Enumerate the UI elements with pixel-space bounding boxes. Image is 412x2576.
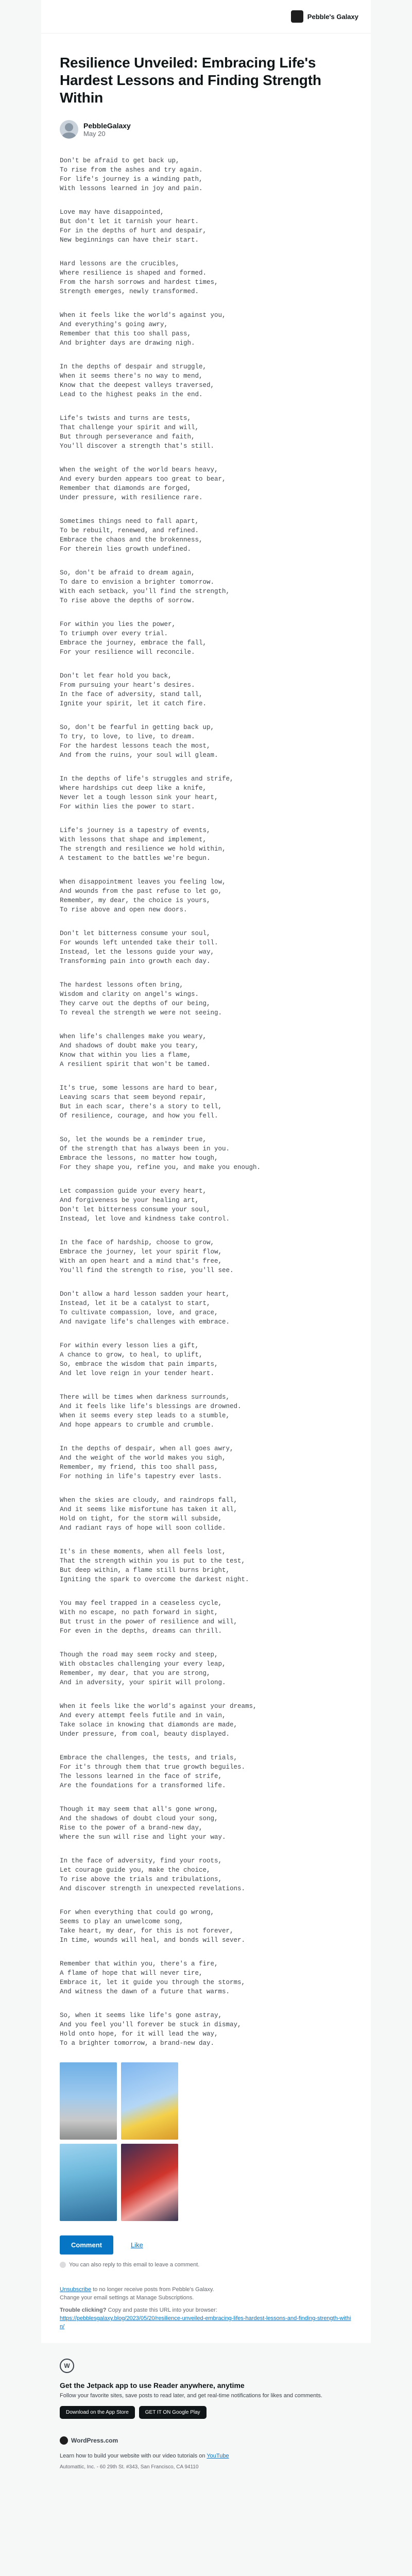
like-link[interactable]: Like [130, 2241, 143, 2249]
poem-line: And discover strength in unexpected revelations. [60, 1885, 246, 1892]
stanza [60, 1238, 352, 1275]
reply-note [60, 2262, 352, 2268]
wpcom-icon [60, 2436, 68, 2445]
stanza [60, 208, 352, 245]
poem-line: For when everything that could go wrong, [60, 1909, 215, 1916]
poem-line: For nothing in life's tapestry ever lasts. [60, 1473, 222, 1480]
poem-line: To a brighter tomorrow, a brand-new day. [60, 2040, 215, 2047]
promo-title: Get the Jetpack app to use Reader anywhere, anytime [60, 2381, 245, 2389]
author-name[interactable]: PebbleGalaxy [83, 121, 131, 130]
poem-line: Where the sun will rise and light your way. [60, 1834, 226, 1841]
poem-line: For within you lies the power, [60, 621, 176, 628]
wordpress-logo-icon: W [60, 2359, 74, 2373]
poem-line: But in each scar, there's a story to tell, [60, 1103, 222, 1110]
app-store-button[interactable]: Download on the App Store [60, 2406, 135, 2419]
stanza [60, 620, 352, 657]
poem-line: For wounds left untended take their toll. [60, 939, 218, 946]
poem-line: To dare to envision a brighter tomorrow. [60, 579, 215, 586]
info-icon [60, 2262, 66, 2268]
poem-line: When it feels like the world's against your dreams, [60, 1703, 257, 1710]
poem-line: Rise to the power of a brand-new day, [60, 1824, 203, 1832]
poem-line: Where resilience is shaped and formed. [60, 269, 207, 277]
poem-line: Embrace the lessons, no matter how tough, [60, 1155, 218, 1162]
stanza [60, 311, 352, 348]
stanza [60, 568, 352, 605]
stanza [60, 362, 352, 399]
post-content [41, 33, 371, 2343]
poem-line: Of the strength that has always been in you. [60, 1145, 230, 1153]
poem-line: To rise above the trials and tribulations, [60, 1876, 222, 1883]
stanza [60, 1959, 352, 1996]
poem-line: With lessons that shape and implement, [60, 836, 207, 843]
poem-line: And from the ruins, your soul will gleam. [60, 752, 218, 759]
poem-line: With obstacles challenging your every leap, [60, 1660, 226, 1668]
stanza [60, 1444, 352, 1481]
poem-line: For they shape you, refine you, and make you enough. [60, 1164, 261, 1171]
poem-line: Life's twists and turns are tests, [60, 415, 192, 422]
poem-line: With each setback, you'll find the strength, [60, 588, 230, 595]
poem-line: Never let a tough lesson sink your heart, [60, 794, 218, 801]
poem-line: From pursuing your heart's desires. [60, 682, 195, 689]
email-frame [41, 0, 371, 2494]
poem-line: In the face of hardship, choose to grow, [60, 1239, 215, 1246]
poem-line: A resilient spirit that won't be tamed. [60, 1061, 211, 1068]
poem-line: For it's through them that true growth beguiles. [60, 1764, 246, 1771]
poem-line: Instead, let love and kindness take control. [60, 1215, 230, 1223]
stanza [60, 259, 352, 296]
poem-line: When it seems there's no way to mend, [60, 372, 203, 380]
jetpack-promo [41, 2343, 371, 2494]
poem-line: But don't let it tarnish your heart. [60, 218, 199, 225]
poem-line: Don't let bitterness consume your soul, [60, 930, 211, 937]
stanza [60, 980, 352, 1018]
email-footer [60, 2285, 352, 2331]
wpcom-brand[interactable] [60, 2436, 352, 2445]
stanza [60, 1599, 352, 1636]
poem-line: But deep within, a flame still burns bright, [60, 1567, 230, 1574]
poem-body [60, 156, 352, 2048]
stanza [60, 826, 352, 863]
poem-line: Remember that diamonds are forged, [60, 485, 192, 492]
poem-line: When disappointment leaves you feeling low, [60, 878, 226, 886]
poem-line: To rise from the ashes and try again. [60, 166, 203, 174]
poem-line: For within every lesson lies a gift, [60, 1342, 199, 1349]
stanza [60, 1341, 352, 1378]
poem-line: Seems to play an unwelcome song, [60, 1918, 184, 1925]
learn-text: Learn how to build your website with our video tutorials on [60, 2453, 207, 2459]
poem-line: When the weight of the world bears heavy, [60, 466, 218, 473]
site-icon [291, 10, 303, 23]
poem-line: In time, wounds will heal, and bonds will sever. [60, 1937, 246, 1944]
poem-line: Sometimes things need to fall apart, [60, 518, 199, 525]
poem-line: From the harsh sorrows and hardest times, [60, 279, 218, 286]
poem-line: Instead, let the lessons guide your way, [60, 948, 215, 956]
poem-line: Don't let fear hold you back, [60, 672, 172, 680]
poem-line: Love may have disappointed, [60, 209, 164, 216]
poem-line: Remember, my friend, this too shall pass, [60, 1464, 218, 1471]
stanza [60, 1135, 352, 1172]
stanza [60, 1805, 352, 1842]
google-play-button[interactable]: GET IT ON Google Play [139, 2406, 207, 2419]
trouble-label: Trouble clicking? [60, 2307, 107, 2313]
poem-line: It's true, some lessons are hard to bear, [60, 1084, 218, 1092]
poem-line: And shadows of doubt make you teary, [60, 1042, 199, 1049]
gallery-image-4[interactable] [121, 2144, 178, 2221]
poem-line: So, don't be fearful in getting back up, [60, 724, 215, 731]
poem-line: But through perseverance and faith, [60, 433, 195, 440]
site-link[interactable] [291, 10, 358, 23]
stanza [60, 1083, 352, 1121]
comment-button[interactable]: Comment [60, 2235, 113, 2255]
poem-line: With an open heart and a mind that's free, [60, 1258, 222, 1265]
poem-line: New beginnings can have their start. [60, 236, 199, 244]
poem-line: And the weight of the world makes you sigh, [60, 1454, 226, 1462]
poem-line: For your resilience will reconcile. [60, 649, 195, 656]
poem-line: And hope appears to crumble and crumble. [60, 1421, 215, 1429]
stanza [60, 517, 352, 554]
poem-line: It's in these moments, when all feels lost, [60, 1548, 226, 1555]
stanza [60, 1290, 352, 1327]
store-buttons [60, 2406, 352, 2419]
stanza [60, 774, 352, 811]
poem-line: In the depths of life's struggles and strife, [60, 775, 234, 783]
poem-line: And in adversity, your spirit will prolong. [60, 1679, 226, 1686]
stanza [60, 1908, 352, 1945]
avatar[interactable] [60, 120, 78, 139]
stanza [60, 1393, 352, 1430]
poem-line: To rise above the depths of sorrow. [60, 597, 195, 604]
poem-line: Life's journey is a tapestry of events, [60, 827, 211, 834]
image-gallery [60, 2062, 178, 2221]
poem-line: Take heart, my dear, for this is not forever, [60, 1927, 234, 1935]
poem-line: Under pressure, with resilience rare. [60, 494, 203, 501]
poem-line: But trust in the power of resilience and will, [60, 1618, 238, 1625]
poem-line: You'll find the strength to rise, you'll see. [60, 1267, 234, 1274]
gallery-image-2[interactable] [121, 2062, 178, 2140]
stanza [60, 1496, 352, 1533]
poem-line: Wisdom and clarity on angel's wings. [60, 991, 199, 998]
poem-line: Don't allow a hard lesson sadden your heart, [60, 1291, 230, 1298]
poem-line: For even in the depths, dreams can thrill. [60, 1628, 222, 1635]
poem-line: When it feels like the world's against you, [60, 312, 226, 319]
poem-line: You'll discover a strength that's still. [60, 443, 215, 450]
poem-line: For life's journey is a winding path, [60, 176, 203, 183]
poem-line: When it seems every step leads to a stumble, [60, 1412, 230, 1419]
action-row [60, 2235, 352, 2255]
stanza [60, 1650, 352, 1687]
stanza [60, 2011, 352, 2048]
poem-line: And everything's going awry, [60, 321, 168, 328]
poem-line: Though it may seem that all's gone wrong, [60, 1806, 218, 1813]
poem-line: Igniting the spark to overcome the darkest night. [60, 1576, 249, 1583]
poem-line: Strength emerges, newly transformed. [60, 288, 199, 295]
poem-line: Remember, my dear, the choice is yours, [60, 897, 211, 904]
site-name: Pebble's Galaxy [307, 12, 358, 21]
unsubscribe-link[interactable]: Unsubscribe [60, 2286, 92, 2293]
poem-line: Don't be afraid to get back up, [60, 157, 180, 164]
poem-line: Hold on tight, for the storm will subside, [60, 1515, 222, 1522]
poem-line: They carve out the depths of our being, [60, 1000, 211, 1007]
poem-line: When the skies are cloudy, and raindrops fall, [60, 1497, 238, 1504]
promo-subtitle: Follow your favorite sites, save posts to read later, and get real-time notifications for likes and comments. [60, 2393, 322, 2399]
poem-line: Let courage guide you, make the choice, [60, 1867, 211, 1874]
poem-line: And it seems like misfortune has taken it all, [60, 1506, 238, 1513]
poem-line: With lessons learned in joy and pain. [60, 185, 203, 192]
stanza [60, 1187, 352, 1224]
poem-line: Of resilience, courage, and how you fell. [60, 1112, 218, 1120]
header-bar [41, 0, 371, 33]
poem-line: To reveal the strength we were not seeing. [60, 1009, 222, 1016]
poem-line: Embrace the journey, embrace the fall, [60, 639, 207, 647]
poem-line: For within lies the power to start. [60, 803, 195, 810]
poem-line: In the face of adversity, stand tall, [60, 691, 203, 698]
stanza [60, 671, 352, 708]
stanza [60, 929, 352, 966]
poem-line: To triumph over every trial. [60, 630, 168, 637]
poem-line: Embrace it, let it guide you through the storms, [60, 1979, 246, 1986]
stanza [60, 1702, 352, 1739]
post-title[interactable]: Resilience Unveiled: Embracing Life's Hardest Lessons and Finding Strength Within [60, 55, 321, 106]
stanza [60, 723, 352, 760]
poem-line: Lead to the highest peaks in the end. [60, 391, 203, 398]
poem-line: There will be times when darkness surrounds, [60, 1394, 230, 1401]
poem-line: And let love reign in your tender heart. [60, 1370, 215, 1377]
poem-line: To try, to love, to live, to dream. [60, 733, 195, 740]
poem-line: And you feel you'll forever be stuck in dismay, [60, 2021, 242, 2028]
poem-line: And every burden appears too great to bear, [60, 476, 226, 483]
stanza [60, 1032, 352, 1069]
poem-line: Embrace the challenges, the tests, and trials, [60, 1754, 238, 1761]
poem-line: Under pressure, from coal, beauty displayed. [60, 1731, 230, 1738]
poem-line: The hardest lessons often bring, [60, 981, 184, 989]
poem-line: So, embrace the wisdom that pain imparts, [60, 1361, 218, 1368]
poem-line: With no escape, no path forward in sight, [60, 1609, 218, 1616]
poem-line: And the shadows of doubt cloud your song, [60, 1815, 218, 1822]
reply-note-text: You can also reply to this email to leave a comment. [69, 2262, 200, 2268]
poem-line: Let compassion guide your every heart, [60, 1188, 207, 1195]
poem-line: Though the road may seem rocky and steep, [60, 1651, 218, 1658]
poem-line: To be rebuilt, renewed, and refined. [60, 527, 199, 534]
poem-line: You may feel trapped in a ceaseless cycle, [60, 1600, 222, 1607]
poem-line: A chance to grow, to heal, to uplift, [60, 1351, 203, 1359]
gallery-image-1[interactable] [60, 2062, 117, 2140]
poem-line: Leaving scars that seem beyond repair, [60, 1094, 207, 1101]
poem-line: And brighter days are drawing nigh. [60, 340, 195, 347]
stanza [60, 465, 352, 502]
poem-line: A testament to the battles we're begun. [60, 855, 211, 862]
poem-line: For in the depths of hurt and despair, [60, 227, 207, 234]
poem-line: Instead, let it be a catalyst to start, [60, 1300, 211, 1307]
youtube-link[interactable]: YouTube [207, 2453, 229, 2459]
poem-line: And wounds from the past refuse to let go, [60, 888, 222, 895]
poem-line: And witness the dawn of a future that warms. [60, 1988, 230, 1995]
poem-line: In the depths of despair, when all goes awry, [60, 1445, 234, 1452]
poem-line: Embrace the chaos and the brokenness, [60, 536, 203, 544]
poem-line: To cultivate compassion, love, and grace, [60, 1309, 218, 1316]
poem-line: Are the foundations for a transformed life. [60, 1782, 226, 1789]
poem-line: Remember that within you, there's a fire, [60, 1960, 218, 1968]
poem-line: The lessons learned in the face of strife, [60, 1773, 222, 1780]
poem-line: And it feels like life's blessings are drowned. [60, 1403, 242, 1410]
gallery-image-3[interactable] [60, 2144, 117, 2221]
stanza [60, 1753, 352, 1790]
poem-line: Hard lessons are the crucibles, [60, 260, 180, 267]
poem-line: That the strength within you is put to the test, [60, 1557, 246, 1565]
poem-line: Know that the deepest valleys traversed, [60, 382, 215, 389]
poem-line: Ignite your spirit, let it catch fire. [60, 700, 207, 707]
poem-line: Remember, my dear, that you are strong, [60, 1670, 211, 1677]
poem-line: For the hardest lessons teach the most, [60, 742, 211, 750]
poem-line: In the depths of despair and struggle, [60, 363, 207, 370]
poem-line: That challenge your spirit and will, [60, 424, 199, 431]
stanza [60, 156, 352, 193]
change-settings-text[interactable]: Change your email settings at Manage Subscriptions. [60, 2295, 194, 2301]
poem-line: So, when it seems like life's gone astray, [60, 2012, 222, 2019]
poem-line: Know that within you lies a flame, [60, 1052, 192, 1059]
poem-line: In the face of adversity, find your roots, [60, 1857, 222, 1865]
company-address: Automattic, Inc. - 60 29th St. #343, San Francisco, CA 94110 [60, 2464, 199, 2470]
poem-line: Hold onto hope, for it will lead the way, [60, 2030, 218, 2038]
unsubscribe-text: to no longer receive posts from Pebble's Galaxy. [91, 2286, 214, 2293]
poem-line: And radiant rays of hope will soon collide. [60, 1524, 226, 1532]
poem-line: For therein lies growth undefined. [60, 546, 192, 553]
poem-line: The strength and resilience we hold within, [60, 845, 226, 853]
poem-line: So, don't be afraid to dream again, [60, 569, 195, 577]
trouble-text: Copy and paste this URL into your browser: [106, 2307, 217, 2313]
poem-line: Remember that this too shall pass, [60, 330, 192, 337]
poem-line: And navigate life's challenges with embrace. [60, 1318, 230, 1326]
poem-line: Where hardships cut deep like a knife, [60, 785, 207, 792]
poem-line: So, let the wounds be a reminder true, [60, 1136, 207, 1143]
poem-line: A flame of hope that will never tire, [60, 1970, 203, 1977]
stanza [60, 1856, 352, 1893]
poem-line: Don't let bitterness consume your soul, [60, 1206, 211, 1213]
poem-line: To rise above and open new doors. [60, 906, 187, 913]
trouble-url[interactable]: https://pebblesgalaxy.blog/2023/05/20/resilience-unveiled-embracing-lifes-hardest-lessons-and-finding-strength-within/ [60, 2315, 351, 2330]
post-date: May 20 [83, 129, 106, 138]
poem-line: When life's challenges make you weary, [60, 1033, 207, 1040]
stanza [60, 1547, 352, 1584]
poem-line: And forgiveness be your healing art, [60, 1197, 199, 1204]
stanza [60, 414, 352, 451]
poem-line: Embrace the journey, let your spirit flow, [60, 1248, 222, 1256]
learn-line [60, 2453, 352, 2459]
stanza [60, 877, 352, 914]
poem-line: Take solace in knowing that diamonds are made, [60, 1721, 238, 1728]
poem-line: Transforming pain into growth each day. [60, 958, 211, 965]
author-block [60, 120, 352, 139]
wpcom-name: WordPress.com [71, 2437, 118, 2444]
poem-line: And every attempt feels futile and in vain, [60, 1712, 226, 1719]
